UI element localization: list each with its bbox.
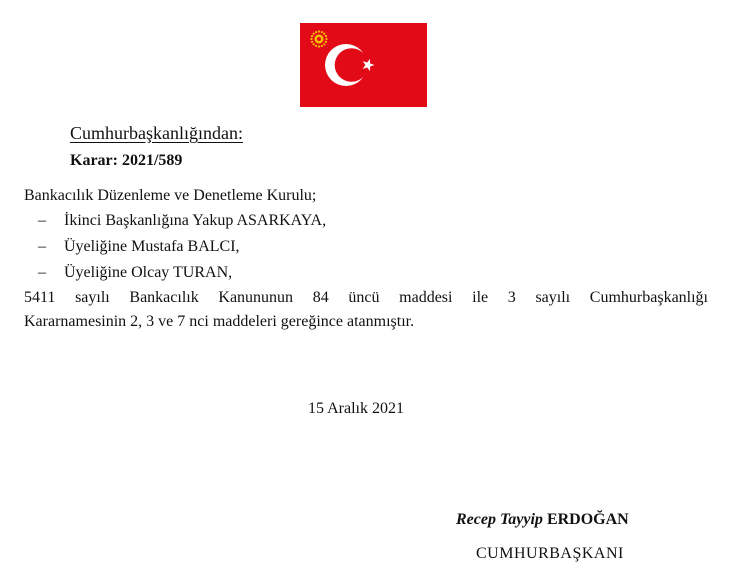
seal-star-icon xyxy=(313,33,315,35)
seal-star-icon xyxy=(311,35,313,37)
decision-date: 15 Aralık 2021 xyxy=(308,400,404,417)
decision-number: Karar: 2021/589 xyxy=(70,152,183,169)
seal-star-icon xyxy=(321,31,323,33)
seal-star-icon xyxy=(325,38,327,40)
signer-title: CUMHURBAŞKANI xyxy=(476,545,624,562)
seal-star-icon xyxy=(325,35,327,37)
appointment-text: İkinci Başkanlığına Yakup ASARKAYA, xyxy=(64,212,327,229)
flag-emblem xyxy=(300,23,427,107)
seal-star-icon xyxy=(311,41,313,43)
appointment-text: Üyeliğine Mustafa BALCI, xyxy=(64,238,240,255)
seal-star-icon xyxy=(325,41,327,43)
crescent-icon xyxy=(325,44,368,86)
seal-star-icon xyxy=(315,31,317,33)
legal-basis-line: Kararnamesinin 2, 3 ve 7 nci maddeleri gereğince atanmıştır. xyxy=(24,313,415,330)
appointment-item xyxy=(38,212,326,230)
signer-first-name: Recep Tayyip xyxy=(456,511,543,528)
appointment-text: Üyeliğine Olcay TURAN, xyxy=(64,264,233,281)
seal-star-icon xyxy=(315,45,317,47)
seal-star-icon xyxy=(318,30,320,32)
issuer-heading: Cumhurbaşkanlığından: xyxy=(70,123,243,143)
seal-star-icon xyxy=(321,45,323,47)
dash-bullet: – xyxy=(38,212,46,229)
seal-star-icon xyxy=(323,43,325,45)
seal-star-icon xyxy=(310,38,312,40)
appointment-item xyxy=(38,264,232,282)
dash-bullet: – xyxy=(38,264,46,281)
dash-bullet: – xyxy=(38,238,46,255)
seal-star-icon xyxy=(318,45,320,47)
signer-surname: ERDOĞAN xyxy=(546,511,629,528)
signer-name xyxy=(456,511,629,529)
seal-star-icon xyxy=(313,43,315,45)
legal-basis-line: 5411 sayılı Bankacılık Kanununun 84 üncü maddesi ile 3 sayılı Cumhurbaşkanlığı xyxy=(24,289,708,306)
presidential-seal-icon xyxy=(310,30,327,47)
seal-star-icon xyxy=(323,33,325,35)
turkish-flag-icon xyxy=(300,23,427,107)
appointment-item xyxy=(38,238,240,256)
board-name: Bankacılık Düzenleme ve Denetleme Kurulu; xyxy=(24,187,317,204)
